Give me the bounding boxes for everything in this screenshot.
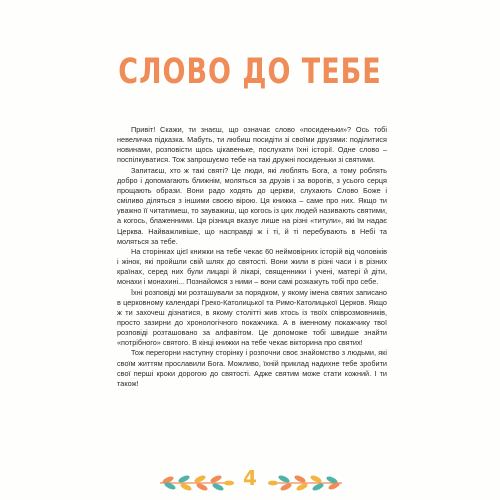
page-number: 4 (243, 466, 257, 490)
paragraph-2: Запитаєш, хто ж такі святі? Це люди, які люблять Бога, а тому роблять добро і допомагають ближнім, моляться за друзів і за ворогів, з усього серця прощають образи. Вони радо ходять до церкви, слухають Слово Боже і сміливо діляться з іншими своєю вірою. Ця книжка – саме про них. Якщо ти уважно її читатимеш, то зауважиш, що когось із цих людей називають святими, а когось, блаженними. Ця різниця вказує лише на різні «титули», які їм надає Церква. Найважливіше, що насправді ж і ті, й ті перебувають в Небі та моляться за тебе. (117, 165, 387, 246)
paragraph-4: Їхні розповіді ми розташували за порядком, у якому імена святих записано в церковному календарі Греко-Католицької та Римо-Католицької Церков. Якщо ж ти захочеш дізнатися, в якому столітті жив хтось із твоїх співрозмовників, просто зазирни до хронологічного покажчика. А в іменному покажчику твої розповіді розташовано за алфавітом. Це допоможе тобі швидше знайти «потрібного» святого. В кінці книжки на тебе чекає вікторина про святих! (117, 287, 387, 348)
left-leaf-ornament-icon (158, 473, 236, 493)
paragraph-3: На сторінках цієї книжки на тебе чекає 60 неймовірних історій від чоловіків і жінок, які пройшли свій шлях до святості. Вони жили в різні часи і в різних країнах, серед них були лицарі й лікарі, священники і учені, матері й діти, монахи і монахині... Познайомся з ними – вони самі розкажуть тобі про себе. (117, 246, 387, 287)
page-title: СЛОВО ДО ТЕБЕ (118, 52, 382, 93)
right-leaf-ornament-icon (266, 473, 344, 493)
paragraph-1: Привіт! Скажи, ти знаєш, що означає слово «посиденьки»? Ось тобі невеличка підказка. Мабуть, ти любиш посидіти зі своїми друзями: поділитися новинами, розповісти щось цікавеньке, послухати їхні історії. Одне слово – поспілкуватися. Тож запрошуємо тебе на такі дружні посиденьки зі святими. (117, 125, 387, 165)
paragraph-5: Тож перегорни наступну сторінку і розпочни своє знайомство з людьми, які своїм життям прославили Бога. Можливо, їхній приклад надихне тебе зробити свої перші кроки дорогою до святості. Адже святим може стати кожний. І ти також! (117, 348, 387, 388)
body-text (117, 125, 387, 389)
